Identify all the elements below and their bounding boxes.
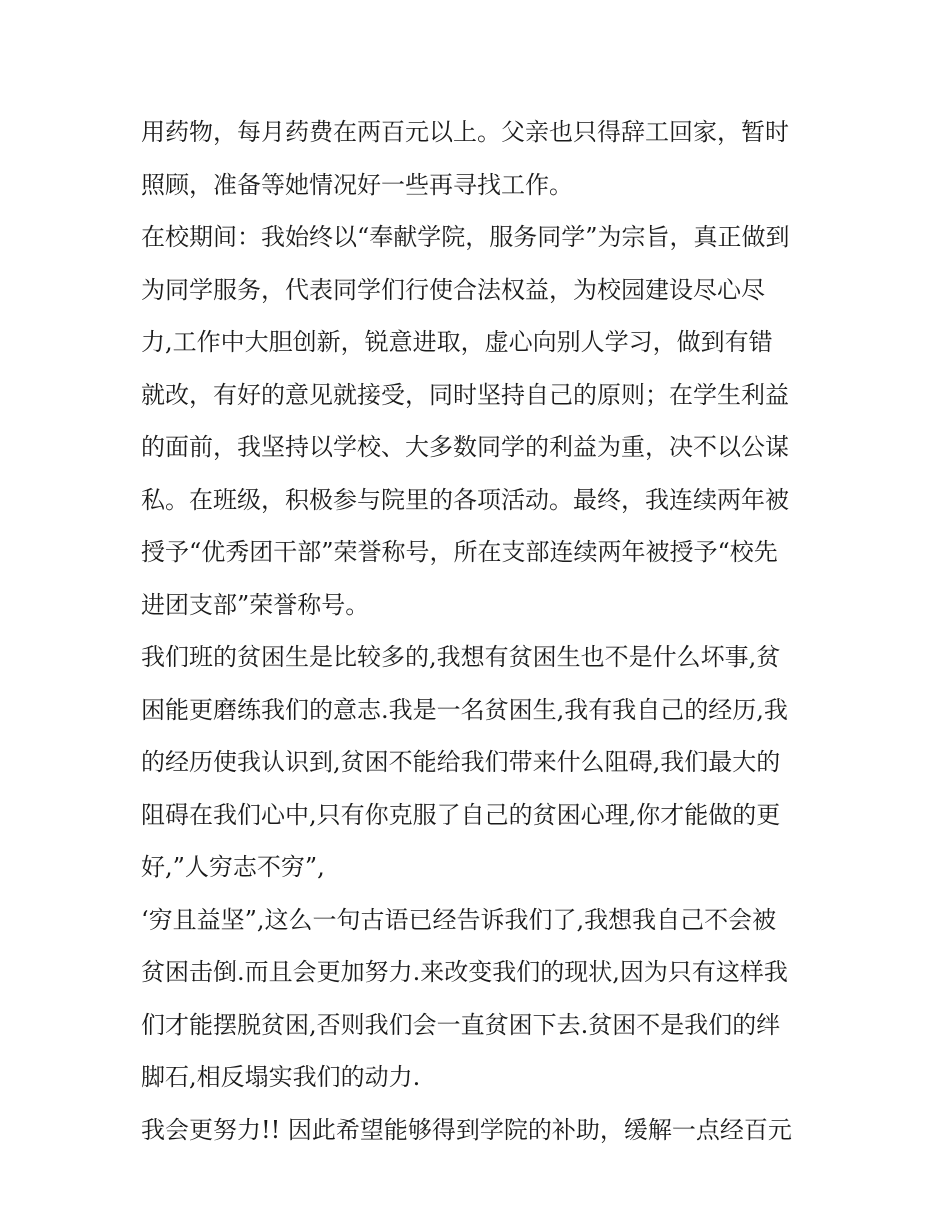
text-line: ‘穷且益坚”,这么一句古语已经告诉我们了,我想我自己不会被 bbox=[141, 905, 777, 934]
text-line: 我会更努力!! 因此希望能够得到学院的补助，缓解一点经百元 bbox=[141, 1115, 792, 1144]
text-line: 私。在班级，积极参与院里的各项活动。最终，我连续两年被 bbox=[141, 485, 789, 514]
text-line: 脚石,相反塌实我们的动力. bbox=[141, 1063, 421, 1091]
document-body bbox=[141, 106, 821, 1156]
text-line: 力,工作中大胆创新，锐意进取，虚心向别人学习，做到有错 bbox=[141, 328, 773, 356]
text-line: 照顾，准备等她情况好一些再寻找工作。 bbox=[141, 170, 573, 199]
text-line: 阻碍在我们心中,只有你克服了自己的贫困心理,你才能做的更 bbox=[141, 800, 781, 829]
text-line: 好,”人穷志不穷”, bbox=[141, 853, 325, 881]
text-line: 困能更磨练我们的意志.我是一名贫困生,我有我自己的经历,我 bbox=[141, 695, 788, 724]
text-line: 用药物，每月药费在两百元以上。父亲也只得辞工回家，暂时 bbox=[141, 118, 789, 146]
text-line: 在校期间：我始终以“奉献学院，服务同学”为宗旨，真正做到 bbox=[141, 223, 790, 251]
text-line: 的面前，我坚持以学校、大多数同学的利益为重，决不以公谋 bbox=[141, 433, 789, 461]
text-line: 的经历使我认识到,贫困不能给我们带来什么阻碍,我们最大的 bbox=[141, 748, 781, 776]
text-line: 们才能摆脱贫困,否则我们会一直贫困下去.贫困不是我们的绊 bbox=[141, 1010, 781, 1039]
text-line: 就改，有好的意见就接受，同时坚持自己的原则；在学生利益 bbox=[141, 380, 789, 409]
text-line: 授予“优秀团干部”荣誉称号，所在支部连续两年被授予“校先 bbox=[141, 538, 778, 566]
text-line: 我们班的贫困生是比较多的,我想有贫困生也不是什么坏事,贫 bbox=[141, 643, 781, 671]
text-line: 进团支部”荣誉称号。 bbox=[141, 590, 370, 619]
text-line: 贫困击倒.而且会更加努力.来改变我们的现状,因为只有这样我 bbox=[141, 958, 788, 986]
text-line: 为同学服务，代表同学们行使合法权益，为校园建设尽心尽 bbox=[141, 275, 765, 304]
